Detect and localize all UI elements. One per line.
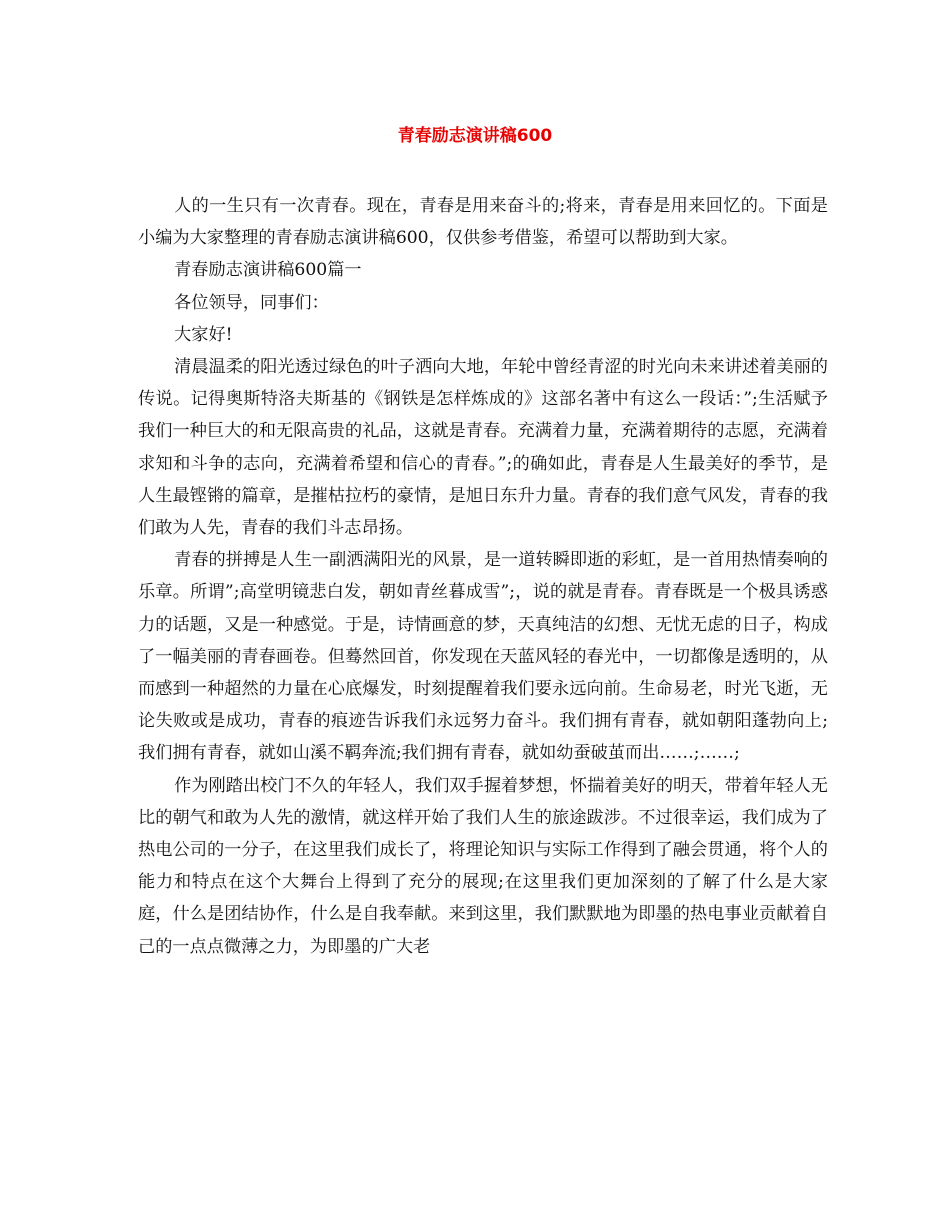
document-title: 青春励志演讲稿600 [397, 126, 553, 146]
intro-paragraph: 人的一生只有一次青春。现在，青春是用来奋斗的;将来，青春是用来回忆的。下面是小编为大家整理的青春励志演讲稿600，仅供参考借鉴，希望可以帮助到大家。 [138, 196, 828, 249]
body-paragraph-3: 作为刚踏出校门不久的年轻人，我们双手握着梦想，怀揣着美好的明天，带着年轻人无比的朝气和敢为人先的激情，就这样开始了我们人生的旅途跋涉。不过很幸运，我们成为了热电公司的一分子，在这里我们成长了，将理论知识与实际工作得到了融会贯通，将个人的能力和特点在这个大舞台上得到了充分的展现;在这里我们更加深刻的了解了什么是大家庭，什么是团结协作，什么是自我奉献。来到这里，我们默默地为即墨的热电事业贡献着自己的一点点微薄之力，为即墨的广大老 [138, 775, 828, 957]
section-heading: 青春励志演讲稿600篇一 [174, 260, 362, 281]
salutation: 各位领导，同事们： [174, 292, 329, 313]
body-paragraph-2: 青春的拼搏是人生一副洒满阳光的风景，是一道转瞬即逝的彩虹，是一首用热情奏响的乐章。所谓”;高堂明镜悲白发，朝如青丝暮成雪”;，说的就是青春。青春既是一个极具诱惑力的话题，又是一种感觉。于是，诗情画意的梦，天真纯洁的幻想、无忧无虑的日子，构成了一幅美丽的青春画卷。但蓦然回首，你发现在天蓝风轻的春光中，一切都像是透明的，从而感到一种超然的力量在心底爆发，时刻提醒着我们要永远向前。生命易老，时光飞逝，无论失败或是成功，青春的痕迹告诉我们永远努力奋斗。我们拥有青春，就如朝阳蓬勃向上;我们拥有青春，就如山溪不羁奔流;我们拥有青春，就如幼蚕破茧而出……;……; [138, 550, 828, 764]
document-body [138, 190, 828, 963]
body-paragraph-1: 清晨温柔的阳光透过绿色的叶子洒向大地，年轮中曾经青涩的时光向未来讲述着美丽的传说。记得奥斯特洛夫斯基的《钢铁是怎样炼成的》这部名著中有这么一段话：”;生活赋予我们一种巨大的和无限高贵的礼品，这就是青春。充满着力量，充满着期待的志愿，充满着求知和斗争的志向，充满着希望和信心的青春。”;的确如此，青春是人生最美好的季节，是人生最铿锵的篇章，是摧枯拉朽的豪情，是旭日东升力量。青春的我们意气风发，青春的我们敢为人先，青春的我们斗志昂扬。 [138, 357, 828, 539]
greeting: 大家好! [174, 324, 233, 345]
